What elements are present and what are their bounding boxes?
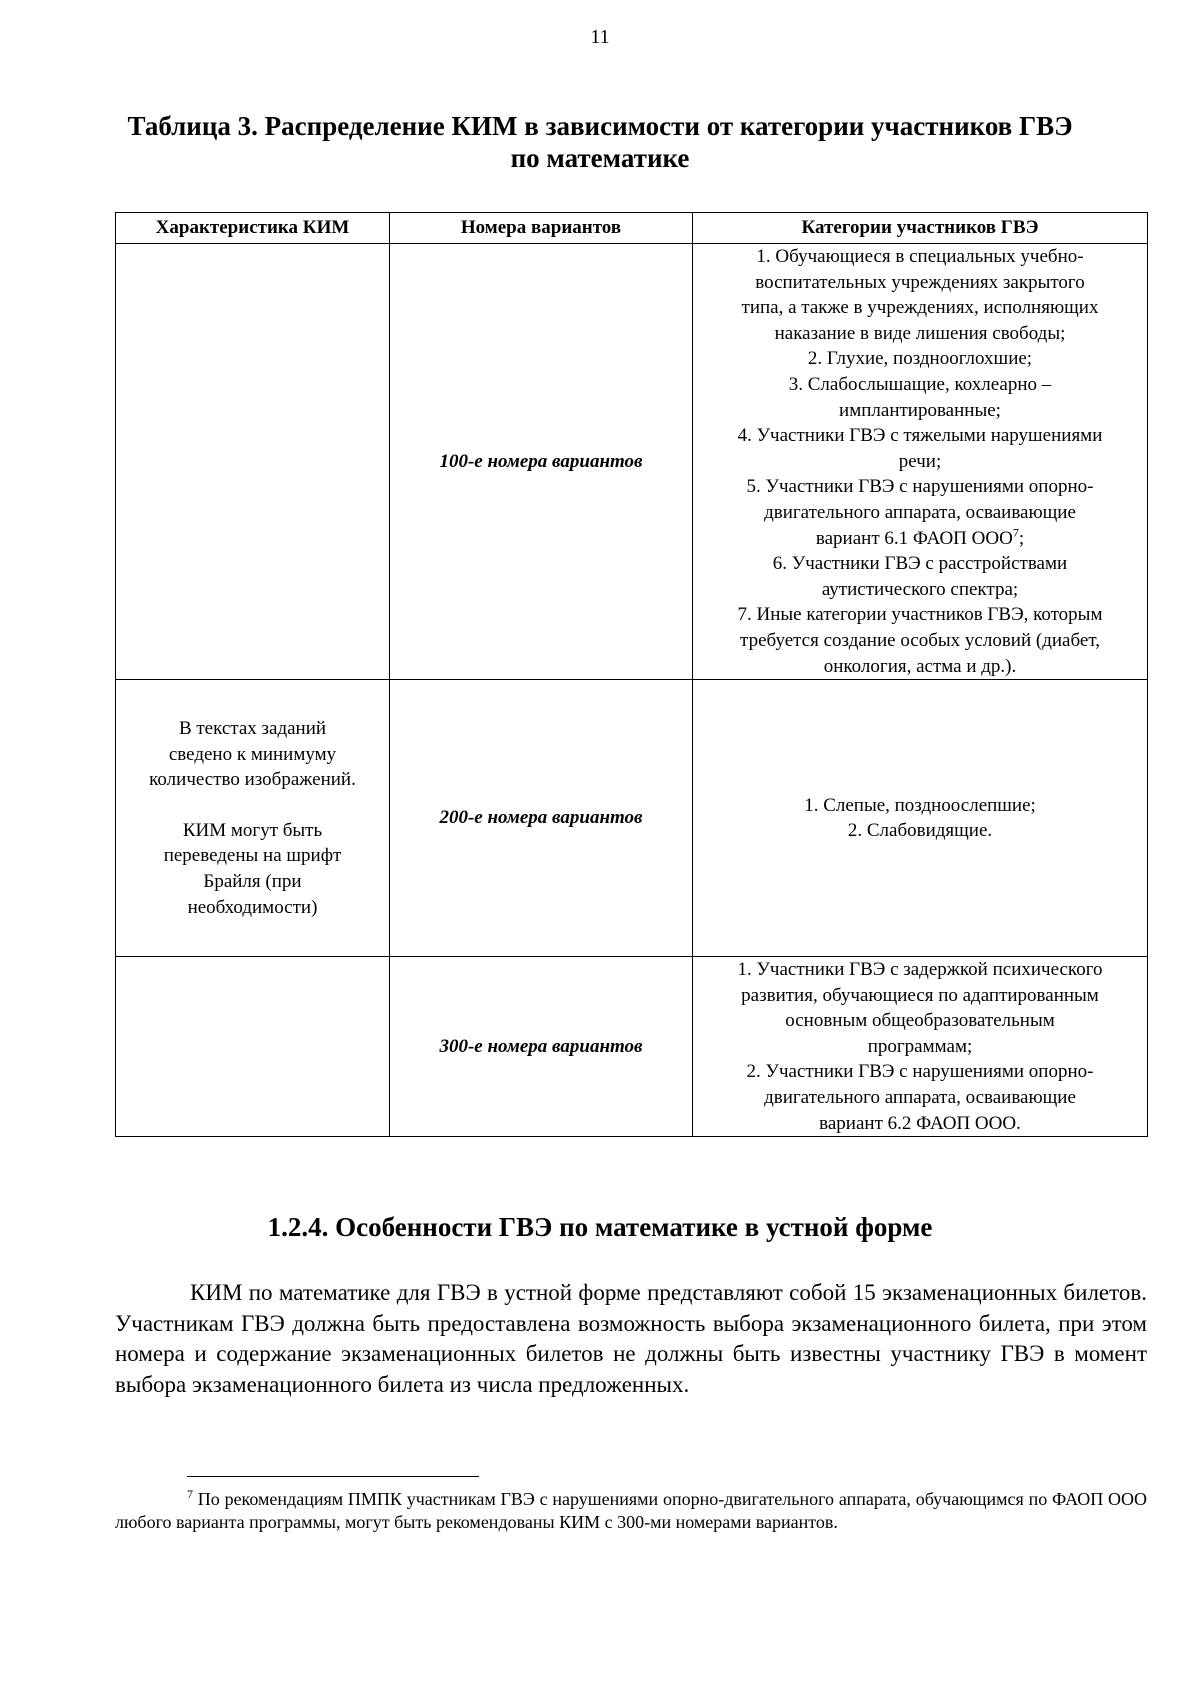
category-text: вариант 6.1 ФАОП ООО xyxy=(815,527,1013,549)
row-2-variant: 200-е номера вариантов xyxy=(390,680,693,957)
category-line xyxy=(699,628,1141,654)
row-2-characteristic xyxy=(116,680,390,957)
section-heading: 1.2.4. Особенности ГВЭ по математике в устной форме xyxy=(267,1212,933,1242)
category-text: типа, а также в учреждениях, исполняющих xyxy=(741,297,1099,319)
row-3-characteristic xyxy=(116,957,390,1137)
characteristic-line: сведено к минимуму xyxy=(168,743,337,765)
table-row xyxy=(116,957,1148,1137)
category-line xyxy=(699,449,1141,475)
characteristic-line: В текстах заданий xyxy=(178,718,327,740)
table-title xyxy=(100,110,1100,174)
category-line xyxy=(699,398,1141,424)
characteristic-line: переведены на шрифт xyxy=(163,845,342,867)
category-text: 1. Обучающиеся в специальных учебно- xyxy=(756,246,1084,267)
category-line xyxy=(699,244,1141,270)
footnote-marker: 7 xyxy=(187,1487,193,1501)
category-line: вариант 6.2 ФАОП ООО. xyxy=(819,1112,1021,1134)
category-text: двигательного аппарата, осваивающие xyxy=(764,501,1076,523)
category-text: речи; xyxy=(898,450,942,472)
category-text: наказание в виде лишения свободы; xyxy=(774,322,1066,344)
category-text: 2. Глухие, позднооглохшие; xyxy=(807,348,1033,370)
category-line xyxy=(699,346,1141,372)
header-variant-numbers: Номера вариантов xyxy=(390,213,693,244)
footnote xyxy=(115,1488,1147,1534)
category-line: основным общеобразовательным xyxy=(785,1010,1055,1032)
category-line xyxy=(699,321,1141,347)
row-2-categories xyxy=(693,680,1148,957)
characteristic-line: количество изображений. xyxy=(149,769,356,791)
page-number: 11 xyxy=(590,26,610,48)
category-text: 3. Слабослышащие, кохлеарно – xyxy=(788,373,1052,395)
footnote-suffix: ; xyxy=(1018,527,1025,549)
category-line: 2. Участники ГВЭ с нарушениями опорно- xyxy=(746,1061,1094,1083)
category-text: 5. Участники ГВЭ с нарушениями опорно- xyxy=(746,476,1094,498)
category-text: имплантированные; xyxy=(839,399,1001,421)
table-row xyxy=(116,244,1148,680)
footnote-separator xyxy=(187,1476,479,1477)
category-line: 1. Слепые, поздноослепшие; xyxy=(804,794,1036,816)
characteristic-line: КИМ могут быть xyxy=(182,819,323,841)
characteristic-line: необходимости) xyxy=(187,896,318,918)
category-text: 6. Участники ГВЭ с расстройствами xyxy=(772,553,1068,575)
category-line: развития, обучающиеся по адаптированным xyxy=(741,984,1099,1006)
table-title-line-2: по математике xyxy=(510,143,690,173)
category-text: 7. Иные категории участников ГВЭ, которым xyxy=(737,604,1103,626)
category-line xyxy=(699,654,1141,680)
header-characteristic: Характеристика КИМ xyxy=(116,213,390,244)
category-line xyxy=(699,270,1141,296)
category-line xyxy=(699,295,1141,321)
footnote-reference: 7 xyxy=(1012,525,1019,540)
table-title-line-1: Таблица 3. Распределение КИМ в зависимости от категории участников ГВЭ xyxy=(127,111,1073,141)
category-line xyxy=(699,474,1141,500)
row-1-characteristic xyxy=(116,244,390,680)
paragraph-gap xyxy=(122,793,383,818)
category-text: онкология, астма и др.). xyxy=(823,655,1017,677)
characteristic-line: Брайля (при xyxy=(203,870,302,892)
table-row xyxy=(116,680,1148,957)
category-line: двигательного аппарата, осваивающие xyxy=(764,1087,1076,1109)
row-1-variant: 100-е номера вариантов xyxy=(390,244,693,680)
footnote-text: По рекомендациям ПМПК участникам ГВЭ с нарушениями опорно-двигательного аппарата, обучающимся по ФАОП ООО любого варианта программы, могут быть рекомендованы КИМ с 300-ми номерами вариантов. xyxy=(115,1489,1147,1532)
row-1-categories xyxy=(693,244,1148,680)
row-3-categories xyxy=(693,957,1148,1137)
category-text: воспитательных учреждениях закрытого xyxy=(755,271,1085,293)
category-line xyxy=(699,526,1141,552)
row-3-variant: 300-е номера вариантов xyxy=(390,957,693,1137)
category-line xyxy=(699,577,1141,603)
header-participant-categories: Категории участников ГВЭ xyxy=(693,213,1148,244)
kim-distribution-table xyxy=(115,212,1148,1137)
category-line xyxy=(699,423,1141,449)
category-line xyxy=(699,500,1141,526)
body-paragraph: КИМ по математике для ГВЭ в устной форме представляют собой 15 экзаменационных билетов. Участникам ГВЭ должна быть предоставлена возможность выбора экзаменационного билета, при этом номера и содержание экзаменационных билетов не должны быть известны участнику ГВЭ в момент выбора экзаменационного билета из числа предложенных. xyxy=(115,1280,1147,1397)
category-line xyxy=(699,551,1141,577)
category-line: программам; xyxy=(867,1035,973,1057)
category-text: требуется создание особых условий (диабет, xyxy=(740,629,1100,651)
category-text: 4. Участники ГВЭ с тяжелыми нарушениями xyxy=(737,425,1103,447)
table-header-row xyxy=(116,213,1148,244)
category-line xyxy=(699,602,1141,628)
category-text: аутистического спектра; xyxy=(821,578,1019,600)
category-line: 2. Слабовидящие. xyxy=(847,820,993,842)
category-line xyxy=(699,372,1141,398)
category-line: 1. Участники ГВЭ с задержкой психического xyxy=(737,959,1103,981)
